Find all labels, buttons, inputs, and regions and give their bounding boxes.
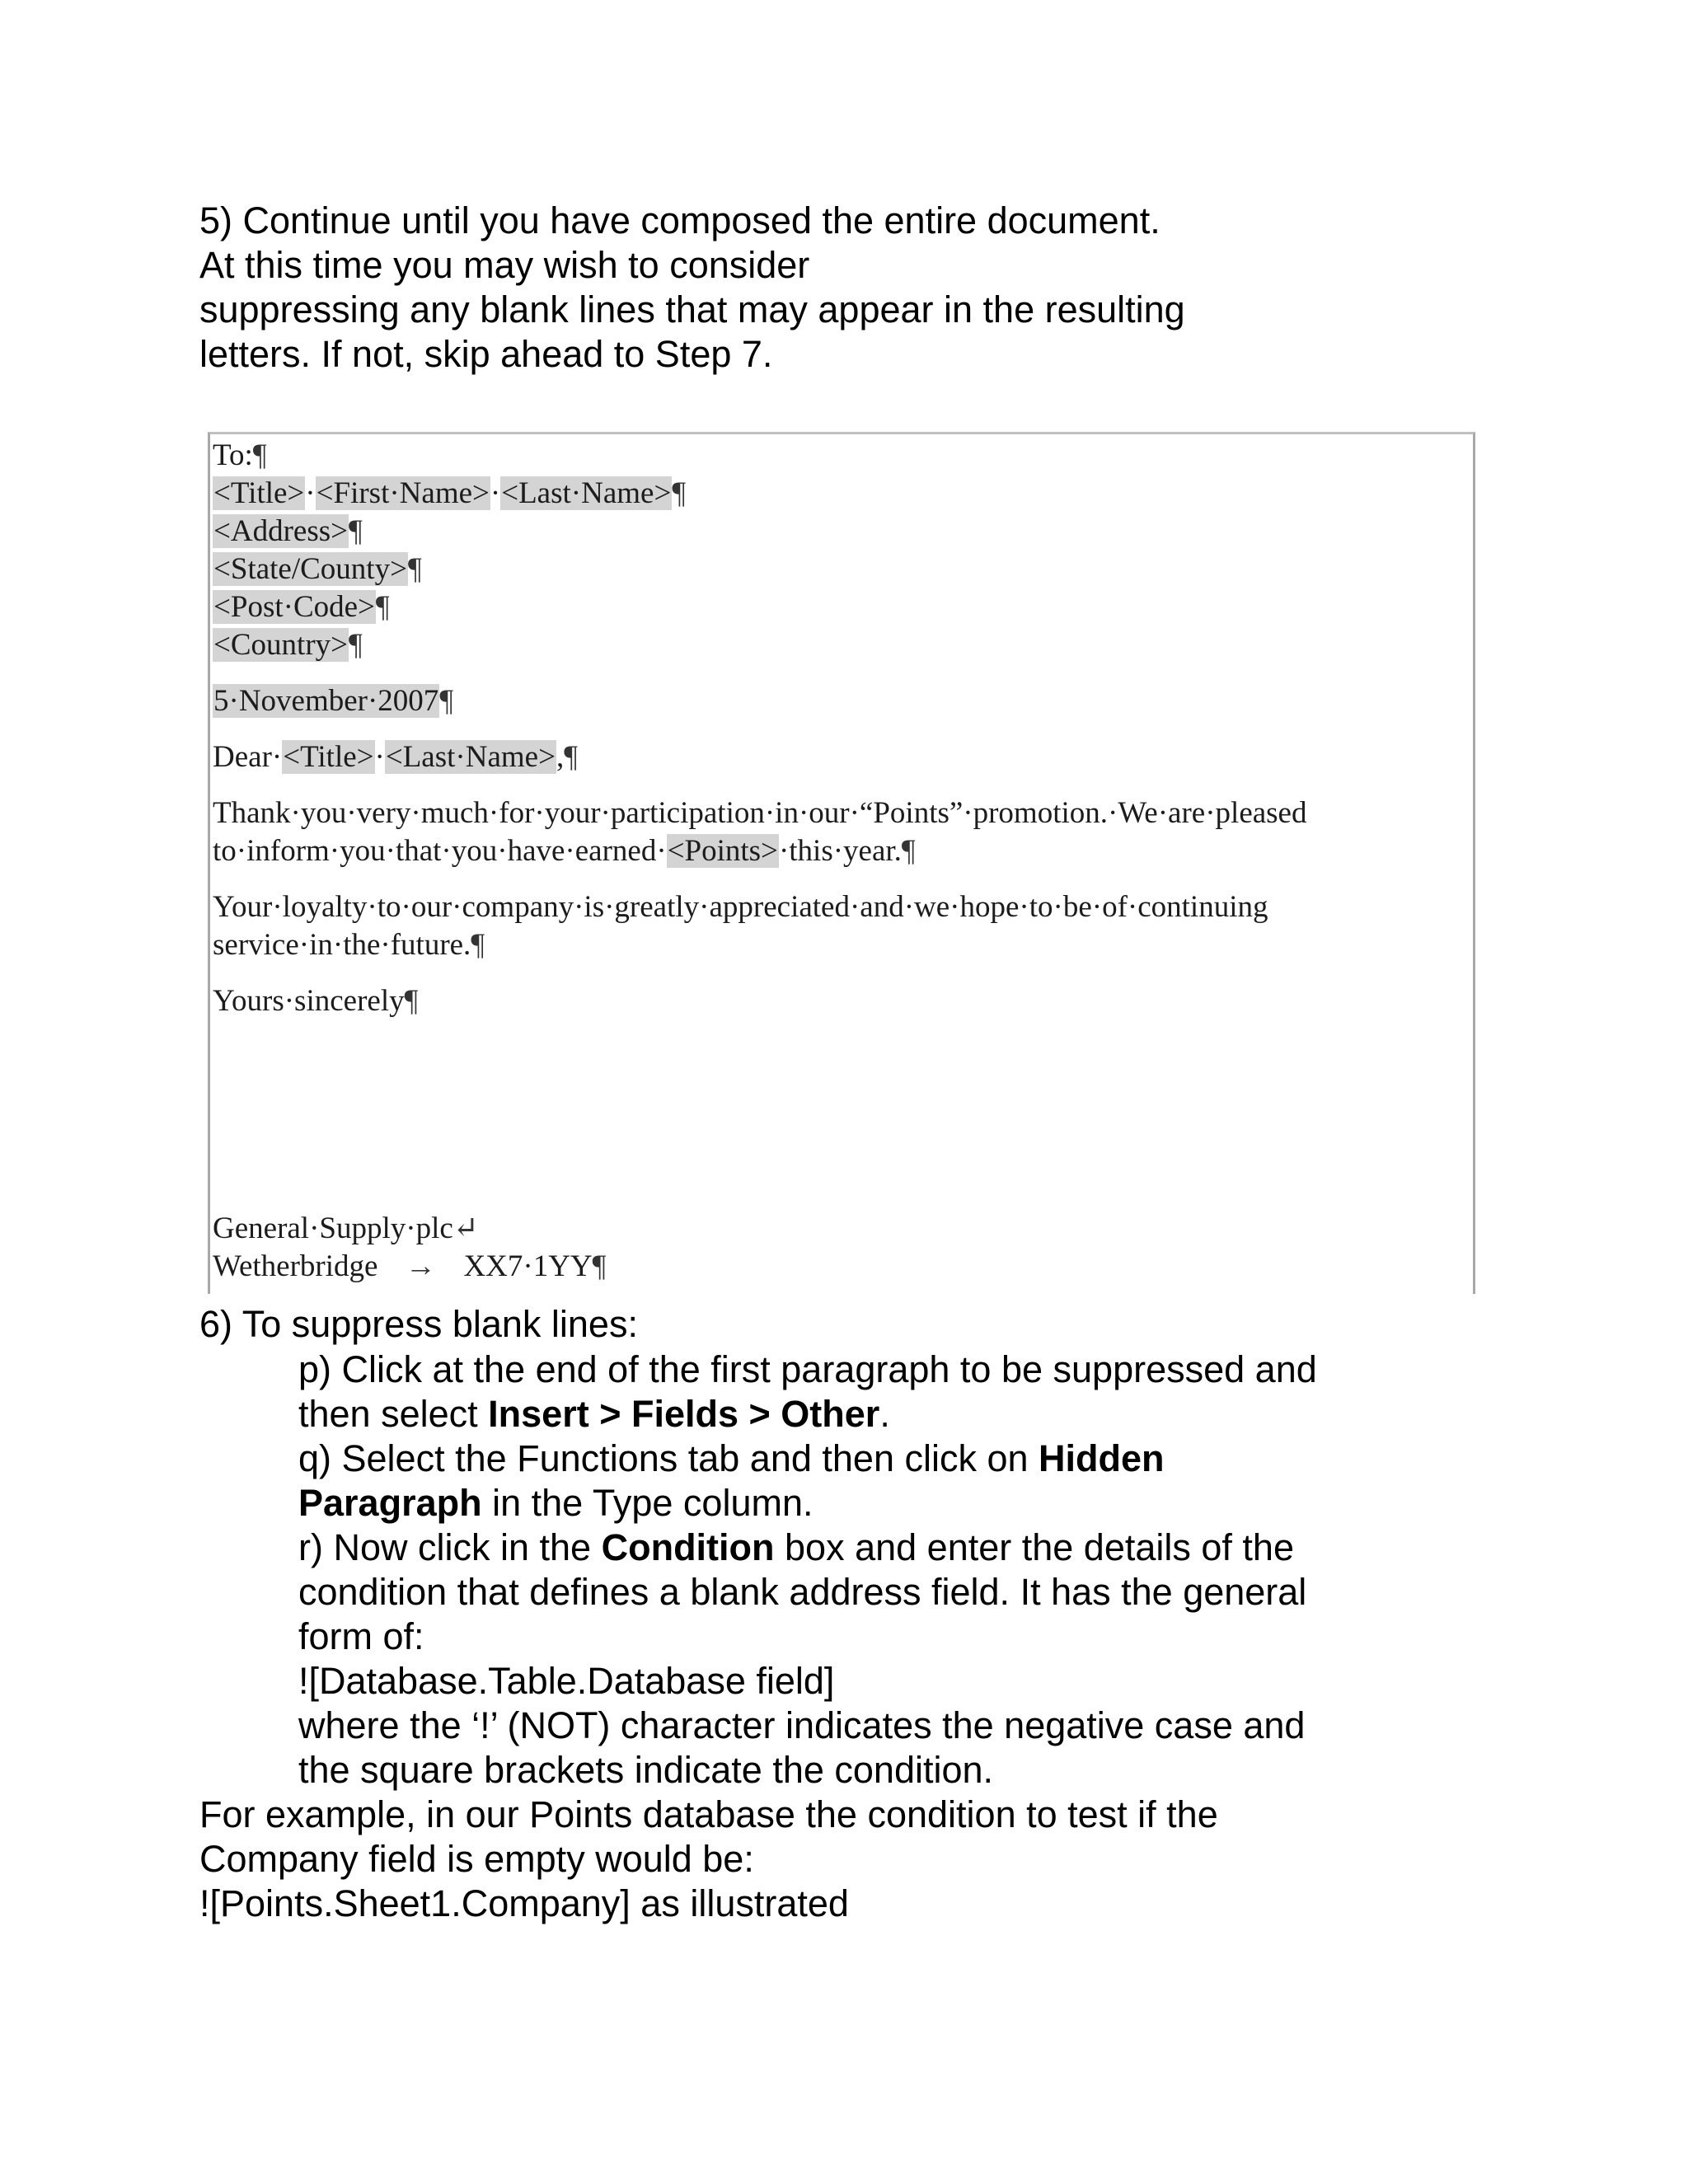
letter-to-line: To:¶ bbox=[213, 438, 267, 472]
title-field: <Title> bbox=[213, 476, 305, 510]
state-field: <State/County> bbox=[213, 552, 407, 586]
title-field: <Title> bbox=[283, 740, 374, 774]
example-paragraph bbox=[199, 1793, 1518, 1926]
substep-p-line: then select Insert > Fields > Other. bbox=[298, 1393, 890, 1435]
letter-company-line: General·Supply·plc↵ bbox=[213, 1212, 479, 1245]
last-name-field: <Last·Name> bbox=[385, 740, 556, 774]
substep-q-line: q) Select the Functions tab and then click on Hidden bbox=[298, 1437, 1165, 1479]
letter-body2-line2: service·in·the·future.¶ bbox=[213, 928, 485, 962]
points-field: <Points> bbox=[667, 834, 778, 868]
intro-line: suppressing any blank lines that may appear in the resulting bbox=[199, 288, 1185, 330]
condition-syntax: ![Database.Table.Database field] bbox=[298, 1660, 835, 1702]
letter-body1-line2: to·inform·you·that·you·have·earned·<Points>·this·year.¶ bbox=[213, 834, 916, 868]
intro-line: letters. If not, skip ahead to Step 7. bbox=[199, 333, 773, 375]
substep-r-line: the square brackets indicate the condition. bbox=[298, 1749, 994, 1791]
substep-r-line: form of: bbox=[298, 1615, 424, 1657]
letter-salutation-line: Dear·<Title>·<Last·Name>,¶ bbox=[213, 740, 578, 774]
letter-town-line: Wetherbridge → XX7·1YY¶ bbox=[213, 1249, 607, 1283]
last-name-field: <Last·Name> bbox=[501, 476, 672, 510]
substep-q-line: Paragraph in the Type column. bbox=[298, 1482, 814, 1524]
letter-closing-line: Yours·sincerely¶ bbox=[213, 984, 419, 1018]
first-name-field: <First·Name> bbox=[316, 476, 490, 510]
step6-substeps bbox=[298, 1347, 1617, 1793]
letter-state-line: <State/County>¶ bbox=[213, 552, 422, 586]
example-line: Company field is empty would be: bbox=[199, 1838, 754, 1880]
intro-paragraph bbox=[199, 199, 1518, 377]
example-condition: ![Points.Sheet1.Company] as illustrated bbox=[199, 1882, 849, 1924]
letter-name-line: <Title>·<First·Name>·<Last·Name>¶ bbox=[213, 476, 687, 510]
country-field: <Country> bbox=[213, 628, 349, 662]
date-field: 5·November·2007 bbox=[213, 684, 439, 718]
letter-screenshot bbox=[208, 432, 1475, 1294]
letter-postcode-line: <Post·Code>¶ bbox=[213, 590, 390, 624]
substep-r-line: r) Now click in the Condition box and enter the details of the bbox=[298, 1526, 1294, 1568]
substep-r-line: where the ‘!’ (NOT) character indicates the negative case and bbox=[298, 1704, 1306, 1746]
address-field: <Address> bbox=[213, 514, 348, 548]
letter-address-line: <Address>¶ bbox=[213, 514, 363, 548]
letter-body1-line1: Thank·you·very·much·for·your·participation·in·our·“Points”·promotion.·We·are·pleased bbox=[213, 796, 1307, 830]
example-line: For example, in our Points database the condition to test if the bbox=[199, 1793, 1218, 1835]
post-code-field: <Post·Code> bbox=[213, 590, 375, 624]
line-break-mark: ↵ bbox=[452, 1212, 479, 1245]
intro-line: 5) Continue until you have composed the entire document. bbox=[199, 199, 1160, 241]
substep-p-line: p) Click at the end of the first paragraph to be suppressed and bbox=[298, 1348, 1317, 1390]
step6-heading: 6) To suppress blank lines: bbox=[199, 1303, 638, 1345]
letter-body2-line1: Your·loyalty·to·our·company·is·greatly·appreciated·and·we·hope·to·be·of·continuing bbox=[213, 890, 1268, 924]
letter-date-line: 5·November·2007¶ bbox=[213, 684, 454, 718]
letter-country-line: <Country>¶ bbox=[213, 628, 363, 662]
substep-r-line: condition that defines a blank address field. It has the general bbox=[298, 1571, 1307, 1613]
intro-line: At this time you may wish to consider bbox=[199, 244, 810, 286]
tab-mark: → bbox=[405, 1249, 436, 1283]
